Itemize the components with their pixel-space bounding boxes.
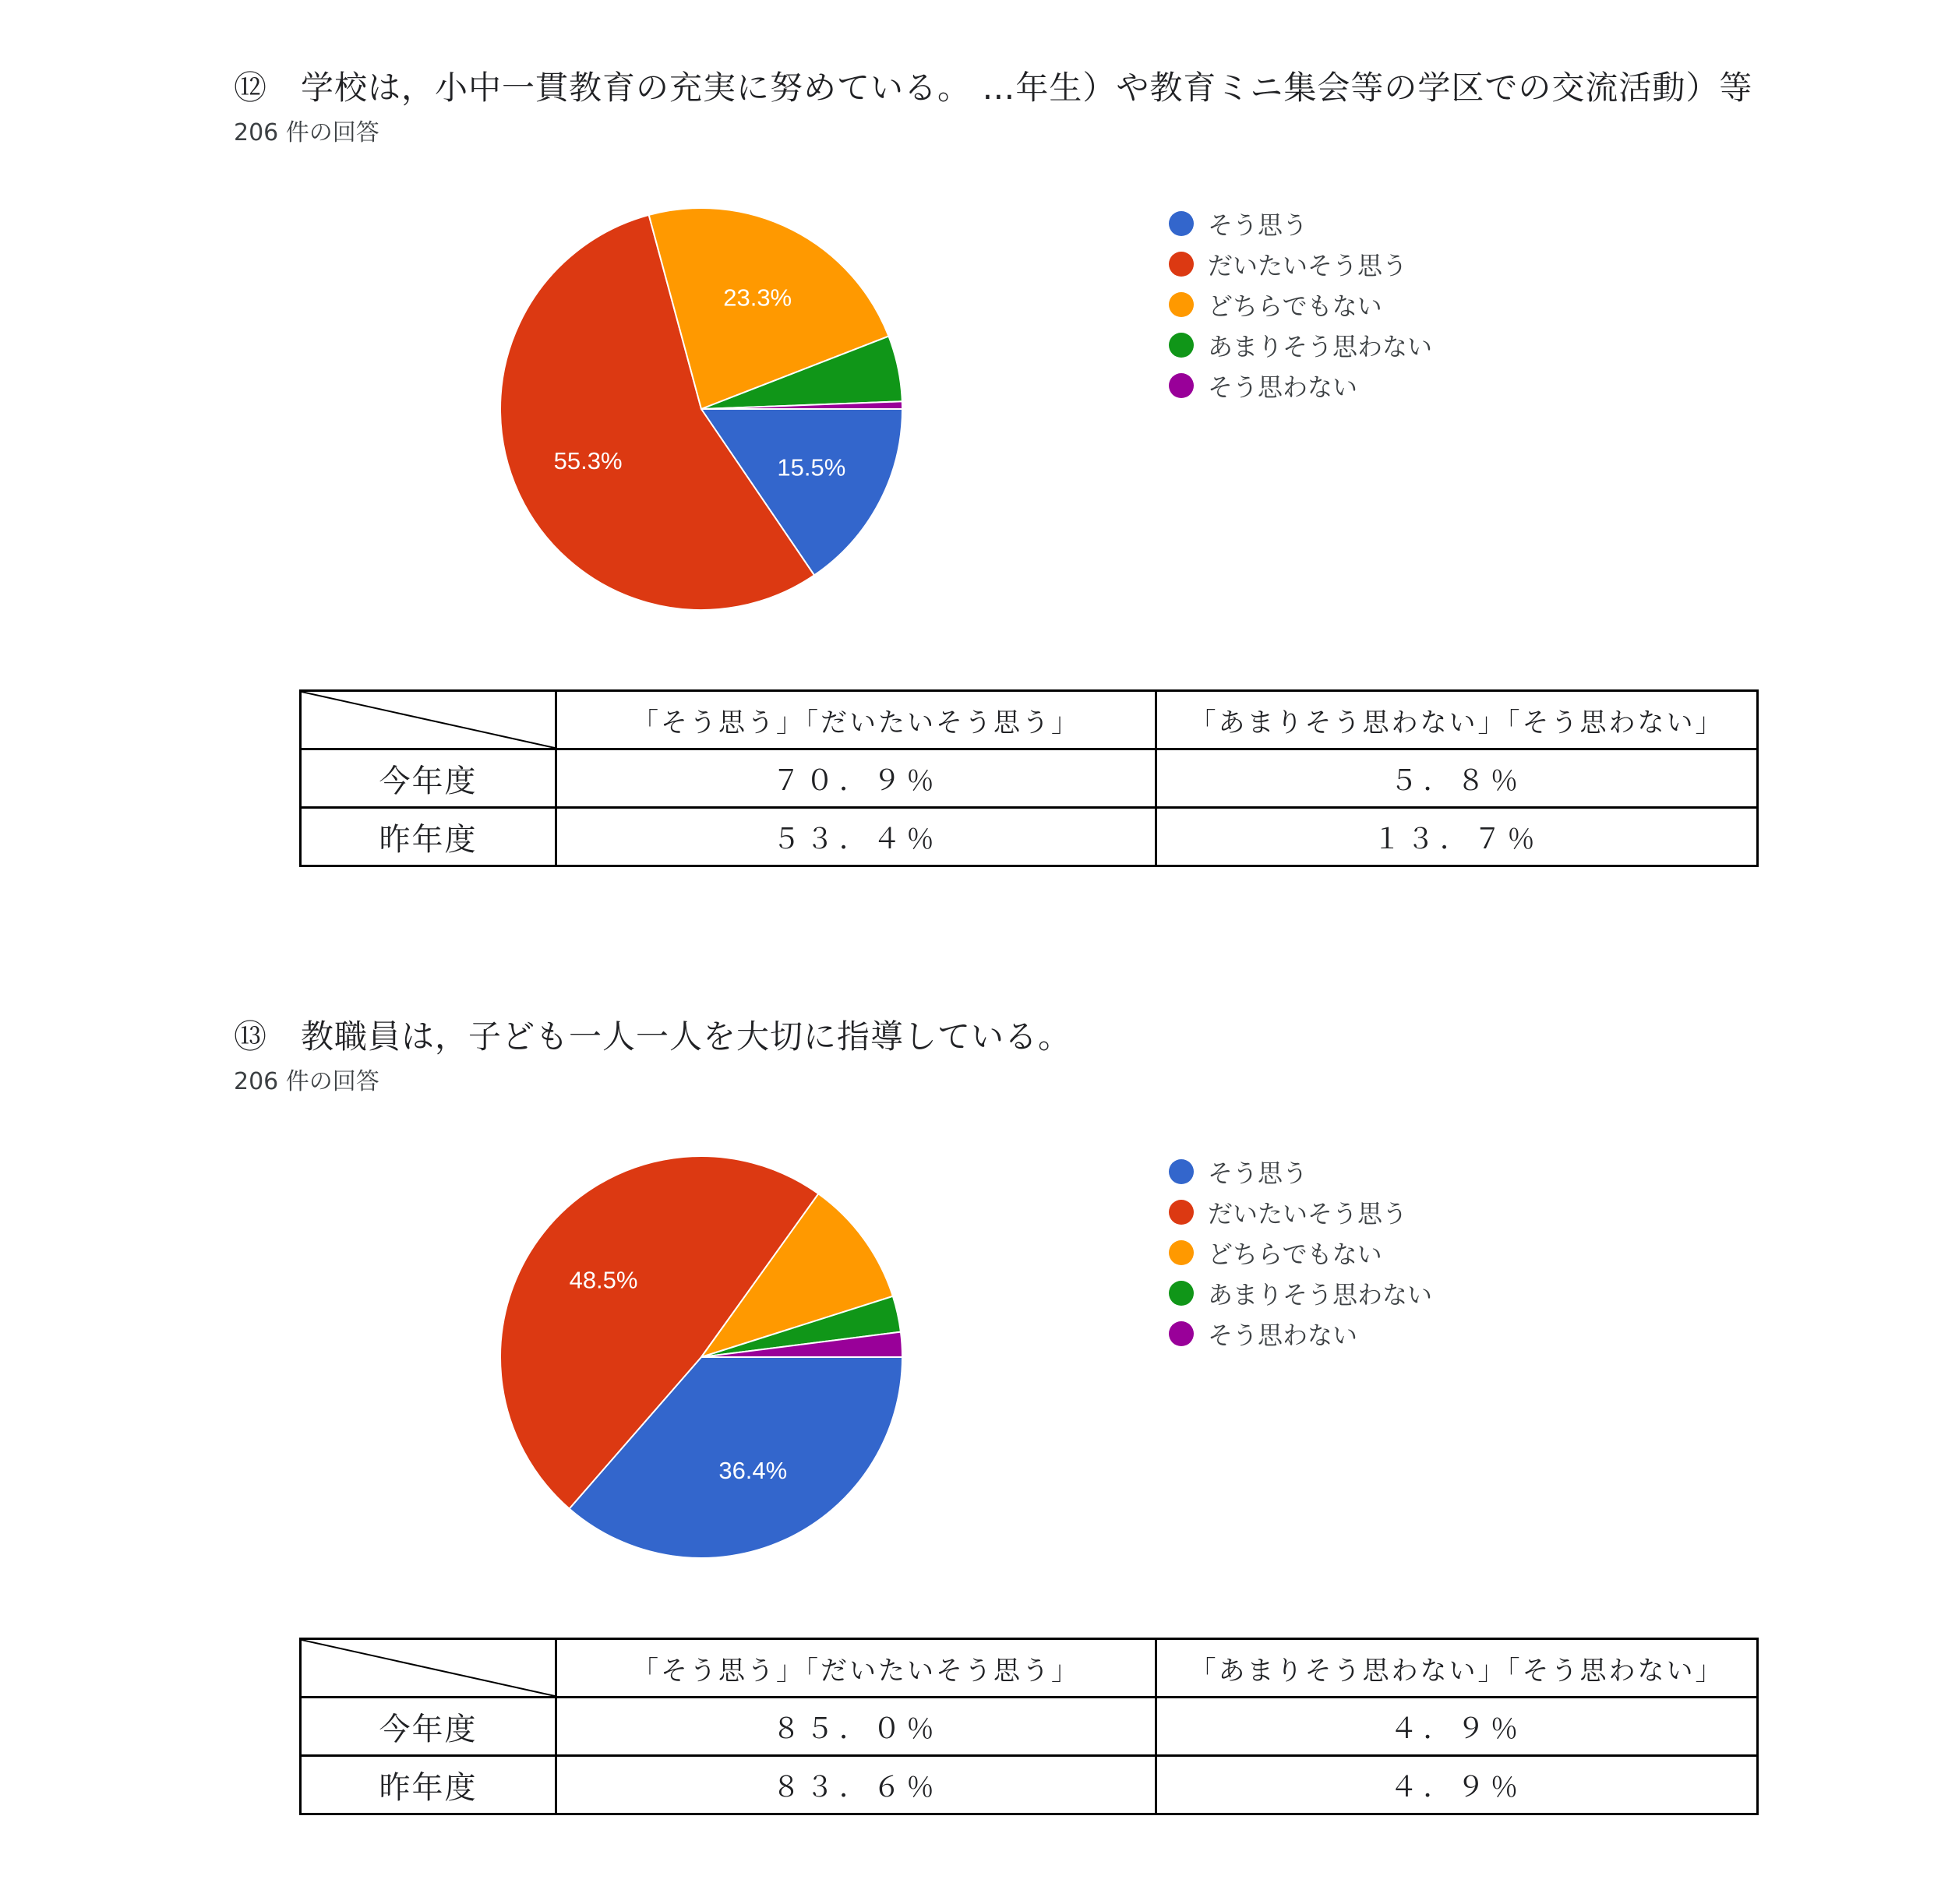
legend-item-sou-omou <box>1169 1151 1432 1192</box>
table-cell: ５３．４％ <box>556 808 1156 866</box>
question-13-legend <box>1169 1151 1432 1354</box>
legend-label: そう思わない <box>1208 1320 1358 1350</box>
table-col-header-disagree: 「あまりそう思わない」「そう思わない」 <box>1156 691 1758 749</box>
legend-swatch <box>1169 1159 1194 1184</box>
legend-swatch <box>1169 373 1194 398</box>
question-13-title: ⑬ 教職員は，子ども一人一人を大切に指導している。 <box>234 1017 1072 1056</box>
question-12-section <box>0 0 1934 935</box>
legend-label: どちらでもない <box>1208 1239 1382 1269</box>
legend-label: そう思わない <box>1208 372 1358 402</box>
legend-item-sou-omou <box>1169 203 1432 244</box>
legend-swatch <box>1169 1281 1194 1306</box>
legend-item-dochira-demo-nai <box>1169 1232 1432 1273</box>
legend-label: あまりそう思わない <box>1208 1280 1433 1310</box>
table-header-row <box>301 1639 1758 1698</box>
legend-swatch <box>1169 211 1194 236</box>
question-13-comparison-table <box>299 1638 1759 1815</box>
legend-label: どちらでもない <box>1208 291 1382 321</box>
question-12-comparison-table <box>299 689 1759 867</box>
pie-data-label-sou-omou: 36.4% <box>718 1457 788 1485</box>
table-header-row <box>301 691 1758 749</box>
table-cell: １３．７％ <box>1156 808 1758 866</box>
legend-swatch <box>1169 292 1194 317</box>
pie-data-label-sou-omou: 15.5% <box>777 453 846 481</box>
table-col-header-agree: 「そう思う」「だいたいそう思う」 <box>556 1639 1156 1698</box>
table-cell: ４．９％ <box>1156 1756 1758 1814</box>
pie-data-label-daitai-sou-omou: 55.3% <box>553 447 623 475</box>
legend-swatch <box>1169 1321 1194 1346</box>
table-col-header-agree: 「そう思う」「だいたいそう思う」 <box>556 691 1156 749</box>
diagonal-line <box>302 692 555 748</box>
question-12-title: ⑫ 学校は，小中一貫教育の充実に努めている。 …年生）や教育ミニ集会等の学区での交流活動）等 <box>234 69 1753 107</box>
legend-item-daitai-sou-omou <box>1169 1192 1432 1232</box>
table-corner-cell <box>301 1639 556 1698</box>
table-row <box>301 1698 1758 1756</box>
table-row-header: 今年度 <box>301 1698 556 1756</box>
legend-label: あまりそう思わない <box>1208 332 1433 361</box>
table-row-header: 昨年度 <box>301 1756 556 1814</box>
legend-swatch <box>1169 333 1194 358</box>
legend-swatch <box>1169 1240 1194 1265</box>
question-12-legend <box>1169 203 1432 406</box>
table-cell: ８５．０％ <box>556 1698 1156 1756</box>
table-col-header-disagree: 「あまりそう思わない」「そう思わない」 <box>1156 1639 1758 1698</box>
question-13-response-count: 206 件の回答 <box>234 1068 379 1095</box>
table-row-header: 今年度 <box>301 749 556 808</box>
legend-label: だいたいそう思う <box>1208 1199 1408 1229</box>
legend-item-daitai-sou-omou <box>1169 244 1432 284</box>
question-12-response-count: 206 件の回答 <box>234 119 379 146</box>
table-corner-cell <box>301 691 556 749</box>
legend-item-amari-sou-omowanai <box>1169 325 1432 365</box>
table-row <box>301 808 1758 866</box>
question-13-section <box>0 949 1934 1884</box>
table-cell: ４．９％ <box>1156 1698 1758 1756</box>
legend-item-sou-omowanai <box>1169 1313 1432 1354</box>
legend-label: だいたいそう思う <box>1208 251 1408 280</box>
legend-label: そう思う <box>1208 210 1308 240</box>
table-cell: ８３．６％ <box>556 1756 1156 1814</box>
table-cell: ５．８％ <box>1156 749 1758 808</box>
pie-data-label-daitai-sou-omou: 48.5% <box>569 1266 638 1294</box>
legend-swatch <box>1169 252 1194 277</box>
legend-item-dochira-demo-nai <box>1169 284 1432 325</box>
table-cell: ７０．９％ <box>556 749 1156 808</box>
table-row <box>301 749 1758 808</box>
pie-data-label-dochira-demo-nai: 23.3% <box>723 284 792 312</box>
legend-item-amari-sou-omowanai <box>1169 1273 1432 1313</box>
legend-item-sou-omowanai <box>1169 365 1432 406</box>
legend-swatch <box>1169 1200 1194 1225</box>
diagonal-line <box>302 1640 555 1696</box>
question-12-pie-chart <box>499 206 904 612</box>
question-13-pie-chart <box>499 1155 904 1560</box>
legend-label: そう思う <box>1208 1158 1308 1188</box>
table-row-header: 昨年度 <box>301 808 556 866</box>
table-row <box>301 1756 1758 1814</box>
